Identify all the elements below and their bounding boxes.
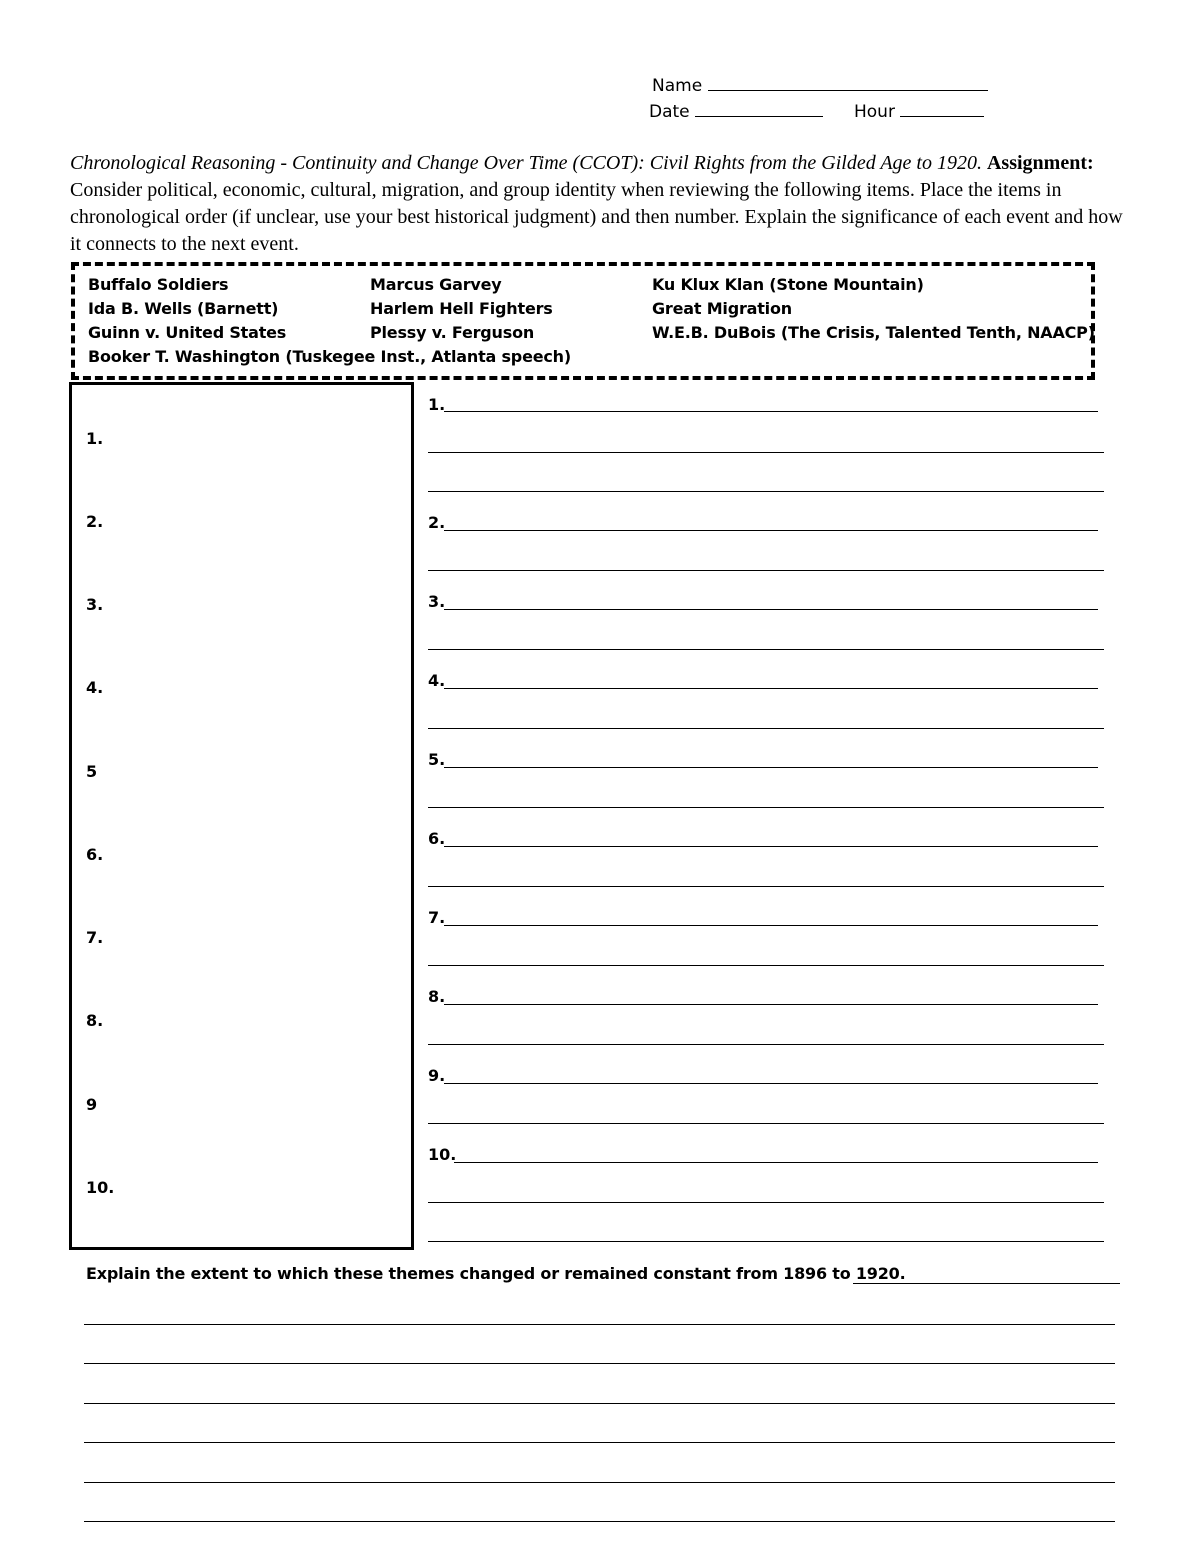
answer-line[interactable]	[444, 767, 1098, 768]
date-blank[interactable]	[695, 100, 823, 117]
answer-line[interactable]	[444, 411, 1098, 412]
order-number: 7.	[86, 928, 104, 947]
order-number: 8.	[86, 1011, 104, 1030]
answer-line[interactable]	[444, 609, 1098, 610]
assignment-instructions	[70, 150, 1130, 258]
explanation-number: 2.	[428, 513, 446, 532]
word-bank-item: Buffalo Soldiers	[88, 275, 229, 294]
answer-line[interactable]	[84, 1482, 1115, 1483]
answer-line[interactable]	[428, 728, 1104, 729]
explanation-number: 8.	[428, 987, 446, 1006]
date-label: Date	[649, 102, 690, 122]
instructions-text: Consider political, economic, cultural, migration, and group identity when reviewing the following items. Place the items in chronological order (if unclear, use your best historical judgment) and then number. Explain the significance of each event and how it connects to the next event.	[70, 179, 1123, 255]
worksheet-title: Chronological Reasoning - Continuity and Change Over Time (CCOT): Civil Rights from the Gilded Age to 1920.	[70, 152, 982, 174]
answer-line[interactable]	[444, 688, 1098, 689]
explanation-number: 9.	[428, 1066, 446, 1085]
word-bank-item: Great Migration	[652, 299, 792, 318]
answer-line[interactable]	[444, 530, 1098, 531]
answer-line[interactable]	[428, 886, 1104, 887]
word-bank-item: Plessy v. Ferguson	[370, 323, 535, 342]
answer-line[interactable]	[428, 807, 1104, 808]
order-number: 3.	[86, 595, 104, 614]
answer-line[interactable]	[444, 925, 1098, 926]
final-prompt: Explain the extent to which these themes changed or remained constant from 1896 to 1920.	[86, 1264, 906, 1283]
order-number: 10.	[86, 1178, 115, 1197]
explanation-number: 7.	[428, 908, 446, 927]
answer-line[interactable]	[428, 1044, 1104, 1045]
answer-line[interactable]	[84, 1363, 1115, 1364]
answer-line[interactable]	[428, 649, 1104, 650]
word-bank	[71, 262, 1095, 380]
word-bank-item: Guinn v. United States	[88, 323, 287, 342]
word-bank-item: W.E.B. DuBois (The Crisis, Talented Tenth, NAACP)	[652, 323, 1095, 342]
word-bank-item: Ku Klux Klan (Stone Mountain)	[652, 275, 924, 294]
explanation-number: 6.	[428, 829, 446, 848]
answer-line[interactable]	[84, 1521, 1115, 1522]
name-blank[interactable]	[708, 74, 988, 91]
hour-line[interactable]	[854, 100, 984, 122]
answer-line[interactable]	[428, 1202, 1104, 1203]
answer-line[interactable]	[444, 1004, 1098, 1005]
word-bank-item: Harlem Hell Fighters	[370, 299, 553, 318]
explanation-number: 1.	[428, 395, 446, 414]
order-number: 4.	[86, 678, 104, 697]
explanation-number: 4.	[428, 671, 446, 690]
word-bank-item: Marcus Garvey	[370, 275, 502, 294]
order-number: 1.	[86, 429, 104, 448]
answer-line[interactable]	[444, 846, 1098, 847]
hour-blank[interactable]	[900, 100, 984, 117]
explanation-number: 10.	[428, 1145, 457, 1164]
answer-line[interactable]	[428, 1123, 1104, 1124]
name-line[interactable]	[652, 74, 988, 96]
answer-line[interactable]	[428, 1241, 1104, 1242]
answer-line[interactable]	[853, 1283, 1120, 1284]
order-number: 2.	[86, 512, 104, 531]
answer-line[interactable]	[428, 491, 1104, 492]
answer-line[interactable]	[454, 1162, 1098, 1163]
word-bank-item: Ida B. Wells (Barnett)	[88, 299, 279, 318]
answer-line[interactable]	[84, 1403, 1115, 1404]
word-bank-item: Booker T. Washington (Tuskegee Inst., Atlanta speech)	[88, 347, 571, 366]
assignment-label: Assignment:	[986, 152, 1094, 174]
order-number: 5	[86, 762, 98, 781]
answer-line[interactable]	[444, 1083, 1098, 1084]
order-number: 9	[86, 1095, 98, 1114]
name-label: Name	[652, 76, 703, 96]
hour-label: Hour	[854, 102, 895, 122]
answer-line[interactable]	[84, 1324, 1115, 1325]
date-line[interactable]	[649, 100, 823, 122]
ordering-box[interactable]	[69, 382, 414, 1250]
answer-line[interactable]	[428, 570, 1104, 571]
answer-line[interactable]	[428, 965, 1104, 966]
order-number: 6.	[86, 845, 104, 864]
answer-line[interactable]	[84, 1442, 1115, 1443]
explanation-number: 3.	[428, 592, 446, 611]
explanation-number: 5.	[428, 750, 446, 769]
answer-line[interactable]	[428, 452, 1104, 453]
